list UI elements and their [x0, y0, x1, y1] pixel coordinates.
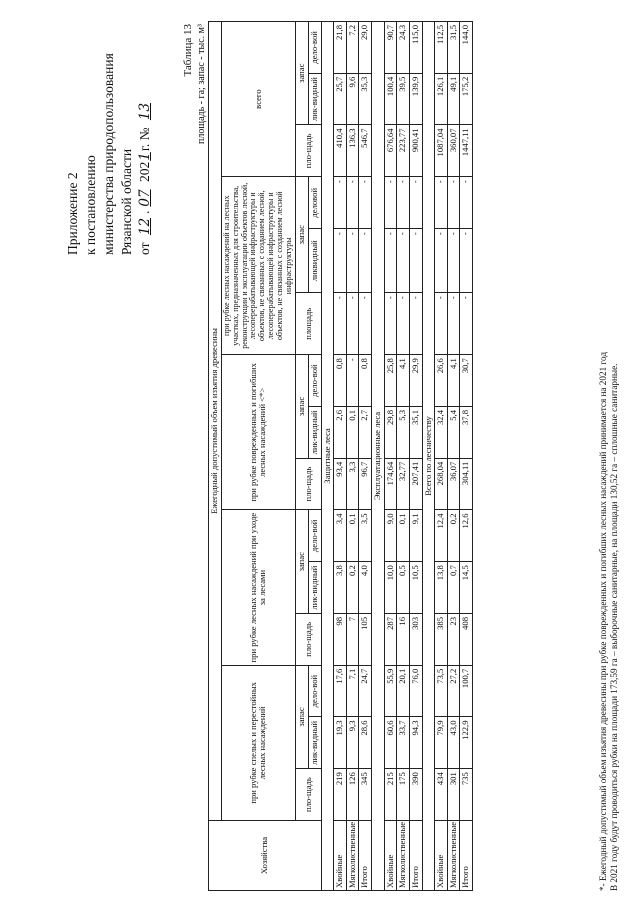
row-label: Хвойные: [384, 821, 397, 891]
table-cell: 96,7: [359, 458, 372, 510]
table-row: [384, 22, 397, 891]
row-label: Мягколиственные: [447, 821, 460, 891]
table-cell: 9,1: [409, 510, 422, 562]
footnote: В 2021 году будут проводиться рубки на площади 173,59 га – выборочные санитарные, на площади 130,52 га – сплошные санитарные.: [609, 363, 619, 891]
table-cell: 55,9: [384, 665, 397, 717]
header-line: министерства природопользования: [101, 53, 116, 255]
table-cell: 9,0: [384, 510, 397, 562]
table-cell: 304,11: [460, 458, 473, 510]
row-label: Хвойные: [334, 821, 347, 891]
table-cell: 390: [409, 769, 422, 821]
table-cell: 49,1: [447, 73, 460, 125]
table-body: [321, 22, 473, 891]
table-cell: -: [359, 177, 372, 229]
header-line: к постановлению: [83, 155, 98, 255]
table-cell: 215: [384, 769, 397, 821]
table-cell: 24,7: [359, 665, 372, 717]
business-header: деловой: [308, 177, 321, 229]
group-header: при рубке лесных насаждений при уходе за лесами: [221, 510, 296, 665]
table-cell: 126: [346, 769, 359, 821]
table-number: Таблица 13: [182, 24, 194, 77]
table-cell: 76,0: [409, 665, 422, 717]
table-cell: -: [346, 355, 359, 407]
table-cell: 19,3: [334, 717, 347, 769]
table-cell: 360,07: [447, 125, 460, 177]
liquid-header: лик-видный: [308, 717, 321, 769]
liquid-header: лик-видный: [308, 73, 321, 125]
area-header: пло-щадь: [296, 769, 321, 821]
table-cell: 33,7: [397, 717, 410, 769]
table-cell: 16: [397, 614, 410, 666]
table-cell: 546,7: [359, 125, 372, 177]
table-cell: 0,1: [346, 407, 359, 459]
table-cell: -: [460, 293, 473, 355]
table-cell: -: [435, 229, 448, 293]
stock-header: запас: [296, 177, 309, 293]
table-cell: -: [359, 229, 372, 293]
table-cell: 7,1: [346, 665, 359, 717]
table-cell: -: [460, 229, 473, 293]
table-cell: -: [384, 293, 397, 355]
table-cell: 1447,11: [460, 125, 473, 177]
table-cell: 13,8: [435, 562, 448, 614]
table-cell: 17,6: [334, 665, 347, 717]
table-cell: 31,5: [447, 22, 460, 74]
table-cell: 23: [447, 614, 460, 666]
table-cell: 100,7: [460, 665, 473, 717]
table-cell: 27,2: [447, 665, 460, 717]
table-cell: 7: [346, 614, 359, 666]
row-label: Хвойные: [435, 821, 448, 891]
table-cell: -: [447, 177, 460, 229]
header-line: Приложение 2: [65, 172, 80, 255]
table-cell: 100,4: [384, 73, 397, 125]
table-cell: 43,0: [447, 717, 460, 769]
table-cell: 112,5: [435, 22, 448, 74]
table-cell: 207,41: [409, 458, 422, 510]
table-cell: 174,64: [384, 458, 397, 510]
table-cell: 12,4: [435, 510, 448, 562]
table-cell: 79,9: [435, 717, 448, 769]
group-header: при рубке лесных насаждений на лесных участках, предназначенных для строительства, реконструкции и эксплуатации объектов лесной, лесоперерабатывающей инфраструктуры и объектов, не связанных с созданием лесной, лесоперерабатывающей инфраструктуры и объектов, не связанных с созданием лесной инфраструктуры: [221, 177, 296, 355]
table-cell: 35,1: [409, 407, 422, 459]
table-row: [359, 22, 372, 891]
row-label: Итого: [409, 821, 422, 891]
table-cell: 5,3: [397, 407, 410, 459]
table-cell: 105: [359, 614, 372, 666]
table-cell: 5,4: [447, 407, 460, 459]
table-cell: 408: [460, 614, 473, 666]
table-cell: 122,9: [460, 717, 473, 769]
table-cell: 9,6: [346, 73, 359, 125]
table-cell: 30,7: [460, 355, 473, 407]
units-note: площадь - га; запас - тыс. м³: [196, 24, 207, 144]
section-title: Защитные леса: [321, 22, 334, 891]
annual-volume-header: Ежегодный допустимый объем изъятия древесины: [209, 22, 222, 821]
table-cell: -: [409, 293, 422, 355]
table-cell: 26,6: [435, 355, 448, 407]
table-cell: 175,2: [460, 73, 473, 125]
group-header: при рубке спелых и перестойных лесных насаждений: [221, 665, 296, 820]
table-cell: -: [397, 229, 410, 293]
date-year-handwritten: 1: [137, 152, 153, 161]
header-date-line: от 12.07 2021г. № 13: [136, 15, 154, 255]
forest-volume-table: [208, 21, 473, 891]
business-header: дело-вой: [308, 22, 321, 74]
table-cell: 0,2: [447, 510, 460, 562]
area-header: пло-щадь: [296, 458, 321, 510]
table-cell: 10,0: [384, 562, 397, 614]
business-header: дело-вой: [308, 510, 321, 562]
table-cell: -: [346, 177, 359, 229]
area-header: пло-щадь: [296, 125, 321, 177]
table-cell: -: [334, 177, 347, 229]
table-cell: -: [460, 177, 473, 229]
table-cell: -: [346, 229, 359, 293]
table-cell: 0,1: [397, 510, 410, 562]
table-cell: 303: [409, 614, 422, 666]
table-cell: 25,8: [384, 355, 397, 407]
table-row: [346, 22, 359, 891]
stock-header: запас: [296, 510, 309, 614]
table-cell: 1087,04: [435, 125, 448, 177]
table-cell: -: [384, 229, 397, 293]
table-cell: 32,4: [435, 407, 448, 459]
farms-header: Хозяйства: [209, 821, 322, 891]
table-cell: 73,5: [435, 665, 448, 717]
date-day-handwritten: 12: [137, 217, 153, 236]
business-header: дело-вой: [308, 355, 321, 407]
date-prefix: от: [137, 242, 152, 255]
table-cell: 98: [334, 614, 347, 666]
table-cell: 0,1: [346, 510, 359, 562]
group-header: при рубке поврежденных и погибших лесных насаждений <*>: [221, 355, 296, 510]
section-title: Всего по лесничеству: [422, 22, 435, 891]
table-cell: 94,3: [409, 717, 422, 769]
table-cell: 14,5: [460, 562, 473, 614]
table-cell: 32,77: [397, 458, 410, 510]
table-cell: 29,9: [409, 355, 422, 407]
area-header: пло-щадь: [296, 614, 321, 666]
table-cell: 4,1: [447, 355, 460, 407]
table-cell: 2,6: [334, 407, 347, 459]
table-cell: 37,8: [460, 407, 473, 459]
table-cell: -: [346, 293, 359, 355]
row-label: Итого: [460, 821, 473, 891]
table-cell: 0,5: [397, 562, 410, 614]
table-row: [334, 22, 347, 891]
table-cell: 268,04: [435, 458, 448, 510]
table-row: [435, 22, 448, 891]
table-cell: 90,7: [384, 22, 397, 74]
table-cell: -: [359, 293, 372, 355]
table-cell: 0,8: [334, 355, 347, 407]
table-cell: 287: [384, 614, 397, 666]
footnote: *- Ежегодный допустимый объем изъятия древесины при рубке поврежденных и погибших лесных насаждений принимается на 2021 год: [598, 351, 608, 891]
table-cell: 3,5: [359, 510, 372, 562]
table-cell: -: [447, 229, 460, 293]
table-cell: 24,3: [397, 22, 410, 74]
table-cell: 12,6: [460, 510, 473, 562]
table-cell: 35,3: [359, 73, 372, 125]
date-suffix: г. №: [137, 127, 152, 152]
table-cell: 900,41: [409, 125, 422, 177]
table-cell: 39,5: [397, 73, 410, 125]
table-cell: 3,4: [334, 510, 347, 562]
table-cell: -: [447, 293, 460, 355]
row-label: Итого: [359, 821, 372, 891]
table-row: [447, 22, 460, 891]
stock-header: запас: [296, 355, 309, 459]
table-cell: 2,7: [359, 407, 372, 459]
table-cell: 115,0: [409, 22, 422, 74]
table-cell: -: [397, 177, 410, 229]
document-header: [64, 15, 154, 255]
table-cell: 20,1: [397, 665, 410, 717]
table-cell: 345: [359, 769, 372, 821]
table-cell: -: [435, 293, 448, 355]
table-cell: -: [384, 177, 397, 229]
row-label: Мягколиственные: [346, 821, 359, 891]
table-cell: 136,3: [346, 125, 359, 177]
table-cell: 676,64: [384, 125, 397, 177]
table-cell: 0,7: [447, 562, 460, 614]
table-cell: -: [409, 177, 422, 229]
table-cell: 9,3: [346, 717, 359, 769]
group-header: всего: [221, 22, 296, 177]
date-year-prefix: 202: [137, 161, 152, 183]
table-cell: 139,9: [409, 73, 422, 125]
stock-header: запас: [296, 22, 309, 126]
liquid-header: лик-видный: [308, 562, 321, 614]
table-cell: 434: [435, 769, 448, 821]
table-cell: 28,6: [359, 717, 372, 769]
table-cell: 219: [334, 769, 347, 821]
table-cell: 10,5: [409, 562, 422, 614]
stock-header: запас: [296, 665, 309, 769]
table-cell: 410,4: [334, 125, 347, 177]
table-cell: -: [397, 293, 410, 355]
table-cell: 3,8: [334, 562, 347, 614]
table-cell: 175: [397, 769, 410, 821]
table-cell: 385: [435, 614, 448, 666]
liquid-header: ликвидный: [308, 229, 321, 293]
table-cell: 144,0: [460, 22, 473, 74]
table-cell: -: [334, 229, 347, 293]
footnotes: [598, 11, 620, 891]
row-label: Мягколиственные: [397, 821, 410, 891]
table-cell: 223,77: [397, 125, 410, 177]
area-header: площадь: [296, 293, 321, 355]
document-number-handwritten: 13: [137, 102, 153, 121]
table-row: [460, 22, 473, 891]
table-cell: 4,1: [397, 355, 410, 407]
table-cell: 126,1: [435, 73, 448, 125]
table-cell: -: [409, 229, 422, 293]
table-cell: 29,8: [384, 407, 397, 459]
table-cell: 60,6: [384, 717, 397, 769]
table-cell: 4,0: [359, 562, 372, 614]
table-cell: 0,8: [359, 355, 372, 407]
table-cell: 29,0: [359, 22, 372, 74]
table-row: [409, 22, 422, 891]
table-cell: 93,4: [334, 458, 347, 510]
table-cell: 301: [447, 769, 460, 821]
table-cell: 25,7: [334, 73, 347, 125]
table-cell: -: [334, 293, 347, 355]
table-cell: -: [435, 177, 448, 229]
table-cell: 36,07: [447, 458, 460, 510]
date-month-handwritten: 07: [137, 189, 153, 207]
table-cell: 3,3: [346, 458, 359, 510]
table-row: [397, 22, 410, 891]
table-cell: 21,8: [334, 22, 347, 74]
header-line: Рязанской области: [119, 148, 134, 255]
business-header: дело-вой: [308, 665, 321, 717]
table-cell: 735: [460, 769, 473, 821]
liquid-header: лик-видный: [308, 407, 321, 459]
section-title: Эксплуатационные леса: [372, 22, 385, 891]
table-cell: 7,2: [346, 22, 359, 74]
table-cell: 0,2: [346, 562, 359, 614]
